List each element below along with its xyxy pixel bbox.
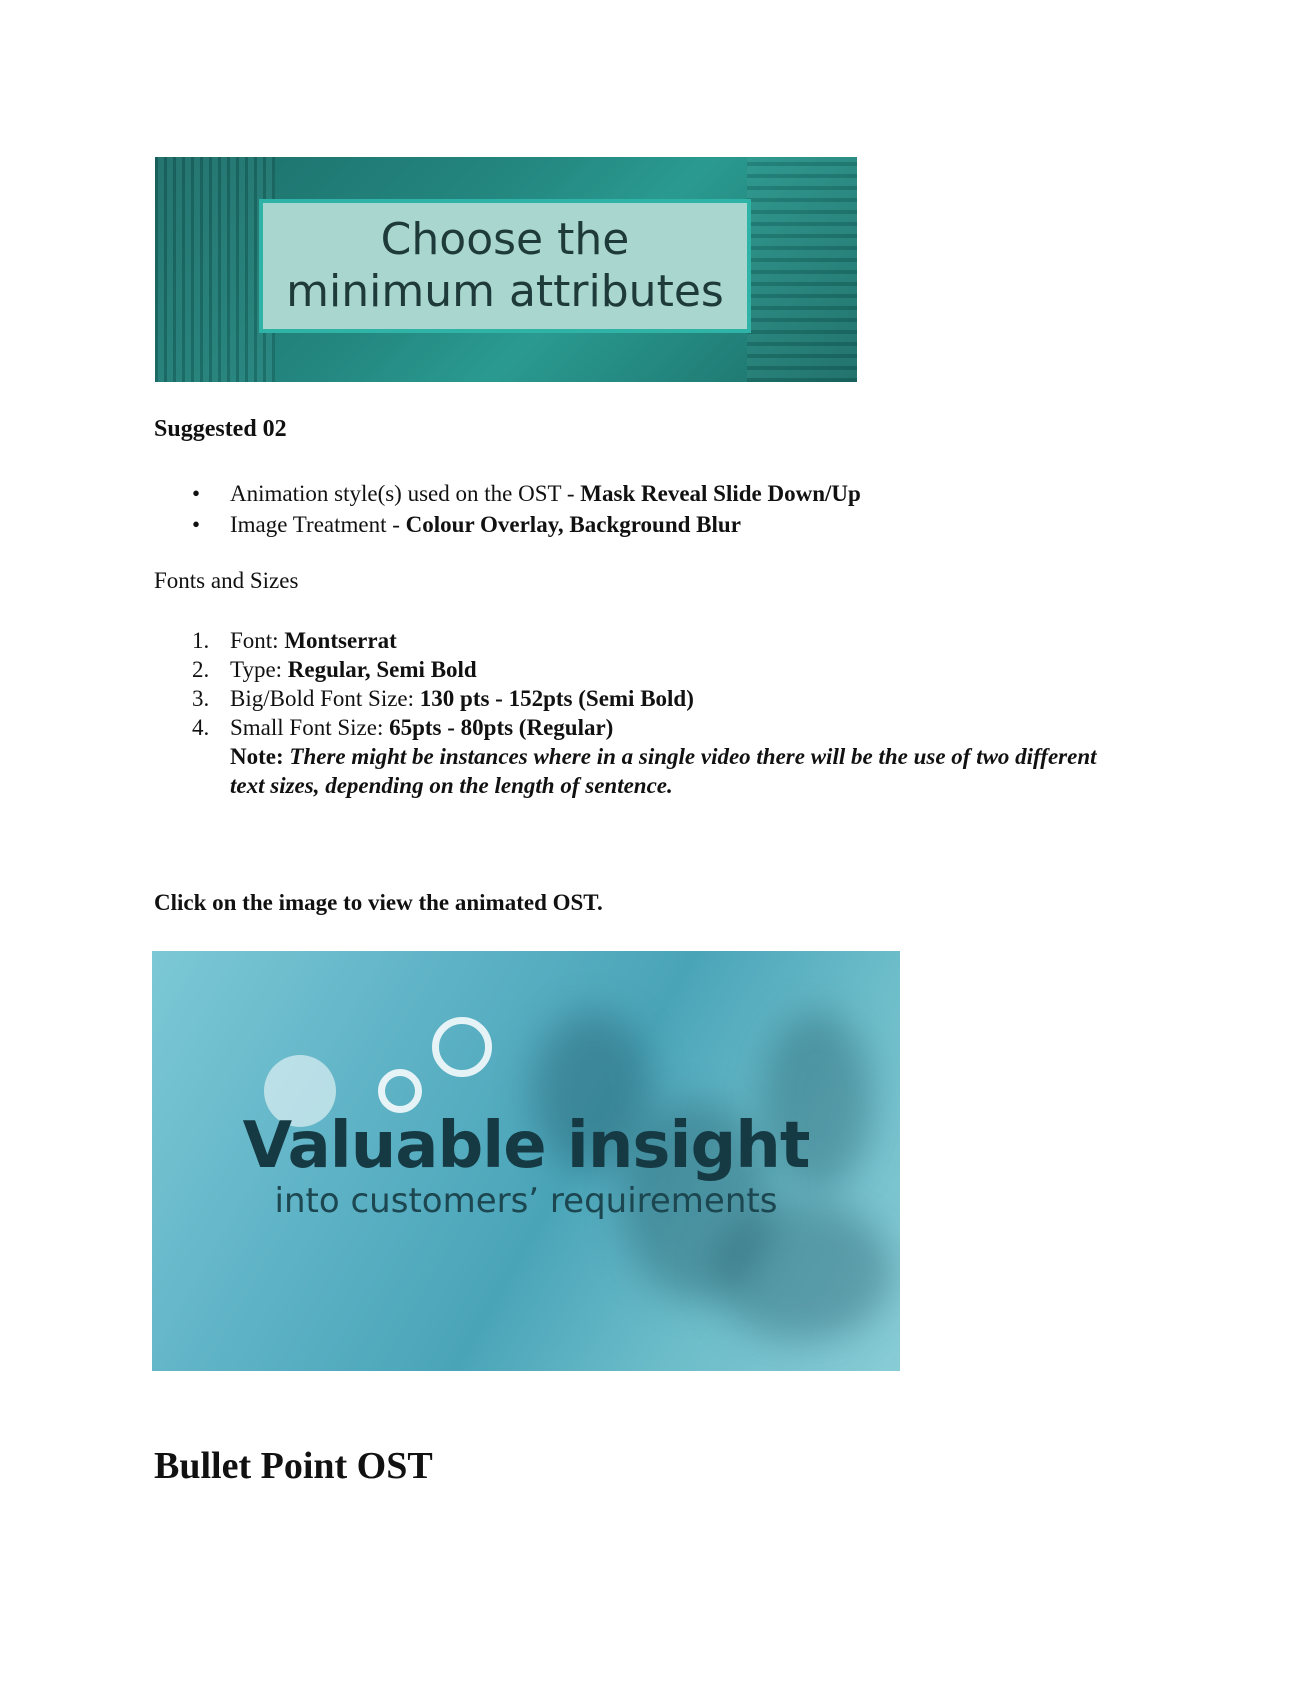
bullet-marker: • [192,481,201,506]
font-spec-list [154,626,1110,800]
decorative-ring-icon [378,1069,422,1113]
section-title: Suggested 02 [154,416,287,442]
banner-line-2: minimum attributes [286,266,724,317]
list-item [154,509,861,540]
banner-text-box [259,199,751,333]
note [230,742,1110,800]
fonts-heading: Fonts and Sizes [154,568,299,593]
spec-value: 130 pts - 152pts (Semi Bold) [419,686,694,711]
banner-texture-left [155,157,275,382]
banner-line-1: Choose the [380,214,630,265]
bullet-label: Animation style(s) used on the OST - [230,481,581,506]
spec-label: Small Font Size: [230,715,390,740]
list-item [154,626,1110,655]
preview-headline: Valuable insight [242,1109,810,1183]
list-item [154,478,861,509]
bullet-marker: • [192,512,201,537]
click-instruction: Click on the image to view the animated OST. [154,890,603,915]
spec-label: Font: [230,628,285,653]
list-item [154,655,1110,684]
list-item [154,684,1110,713]
list-number: 4. [192,715,210,740]
note-text: There might be instances where in a single video there will be the use of two different text sizes, depending on the length of sentence. [230,744,1097,798]
spec-label: Type: [230,657,288,682]
attribute-bullet-list [154,478,861,540]
list-number: 2. [192,657,210,682]
note-label: Note: [230,744,284,769]
spec-value: 65pts - 80pts (Regular) [389,715,614,740]
list-number: 1. [192,628,210,653]
list-item [154,713,1110,800]
banner-texture-right [747,157,857,382]
banner-image-choose-attributes [155,157,857,382]
preview-subline: into customers’ requirements [274,1181,778,1221]
list-number: 3. [192,686,210,711]
spec-value: Regular, Semi Bold [287,657,477,682]
animated-ost-preview-image[interactable] [152,951,900,1371]
spec-value: Montserrat [284,628,397,653]
next-section-heading: Bullet Point OST [154,1445,433,1487]
bullet-label: Image Treatment - [230,512,406,537]
bullet-value: Colour Overlay, Background Blur [405,512,741,537]
blurred-laptop-shape [712,1201,892,1341]
bullet-value: Mask Reveal Slide Down/Up [580,481,861,506]
spec-label: Big/Bold Font Size: [230,686,420,711]
decorative-ring-icon [432,1017,492,1077]
